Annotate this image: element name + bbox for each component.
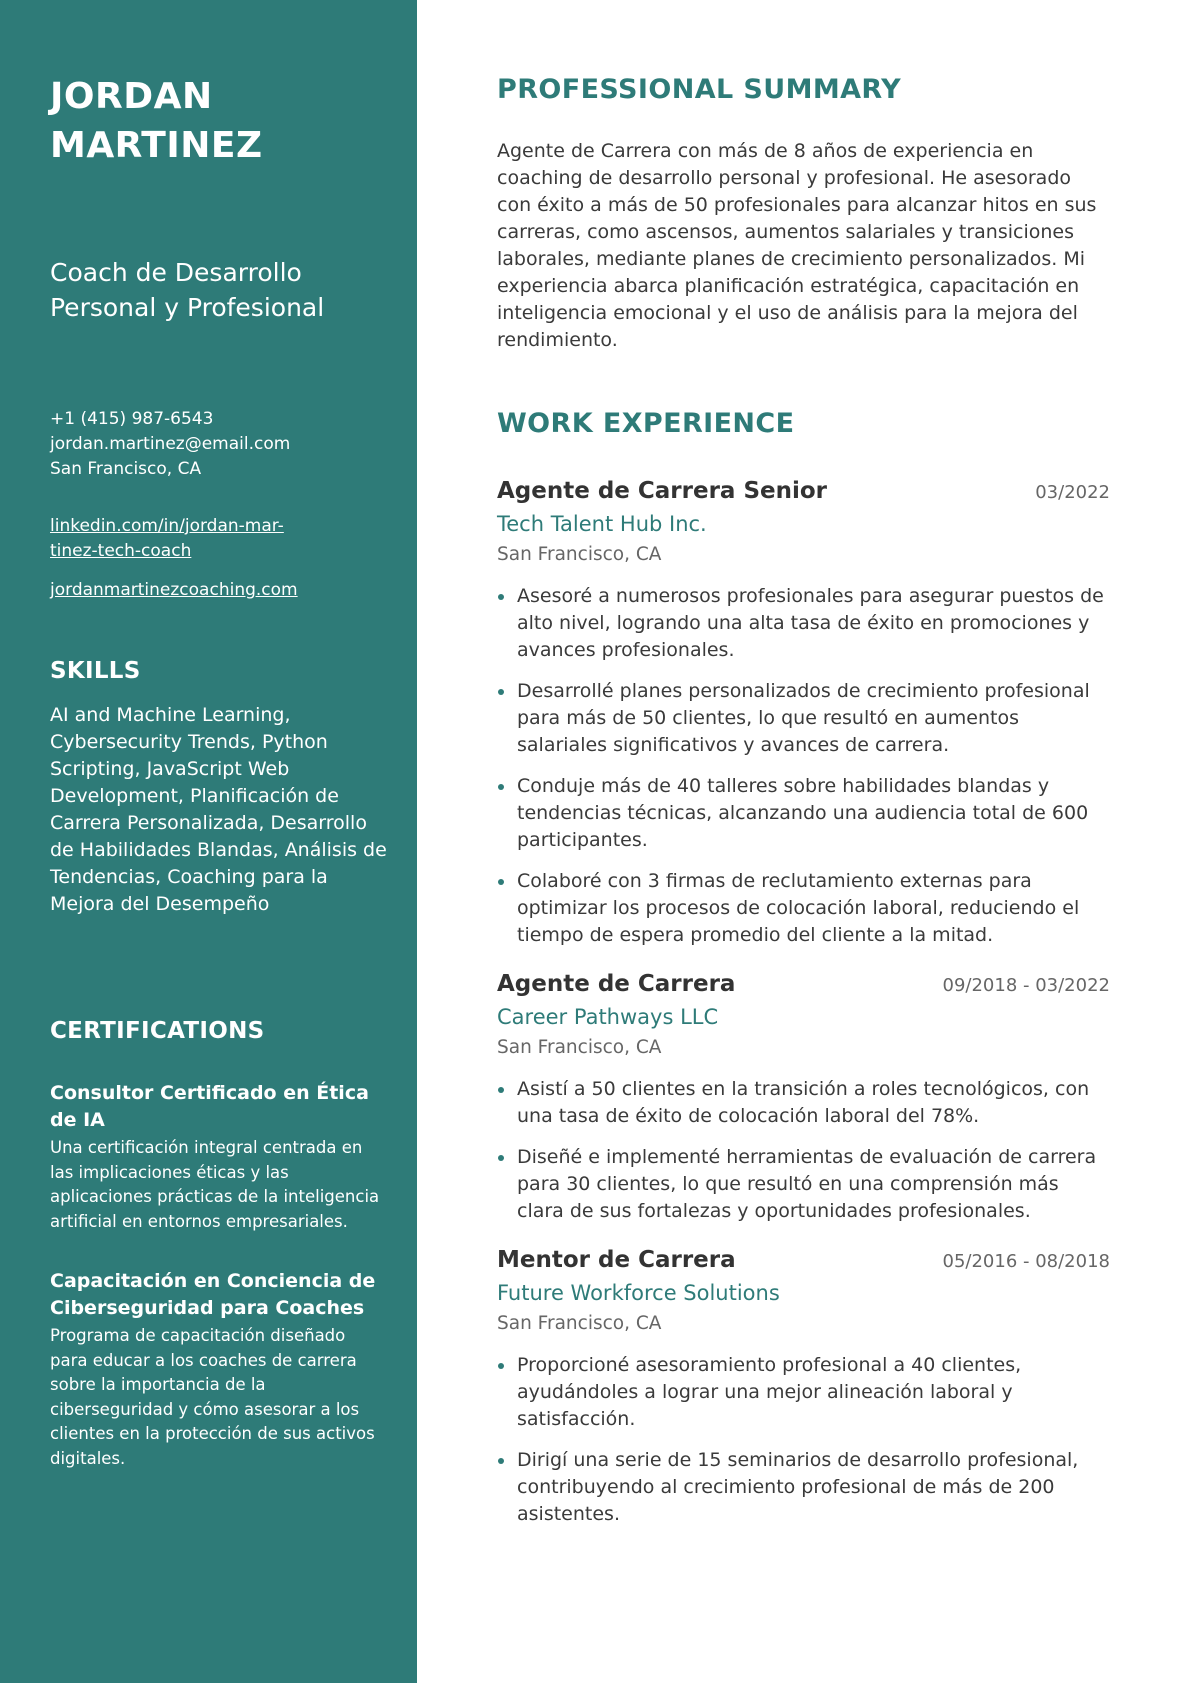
job-achievements [497, 1352, 1110, 1528]
main-content [417, 0, 1190, 1683]
work-experience-heading: WORK EXPERIENCE [497, 408, 795, 439]
achievement-item: Asesoré a numerosos profesionales para asegurar puestos de alto nivel, logrando una alta tasa de éxito en promociones y avances profesionales. [497, 583, 1110, 664]
job-header [497, 478, 1110, 504]
name-first: JORDAN [50, 76, 213, 117]
job-entry [497, 478, 1110, 949]
job-location: San Francisco, CA [497, 544, 662, 565]
achievement-item: Desarrollé planes personalizados de crecimiento profesional para más de 50 clientes, lo que resultó en aumentos salariales significativos y avances de carrera. [497, 678, 1110, 759]
job-achievements [497, 1076, 1110, 1225]
achievement-item: Colaboré con 3 firmas de reclutamiento externas para optimizar los procesos de colocación laboral, reduciendo el tiempo de espera promedio del cliente a la mitad. [497, 868, 1110, 949]
achievement-item: Conduje más de 40 talleres sobre habilidades blandas y tendencias técnicas, alcanzando una audiencia total de 600 participantes. [497, 773, 1110, 854]
linkedin-link-line-1: linkedin.com/in/jordan-mar- [50, 516, 284, 536]
email-address: jordan.martinez@email.com [50, 434, 291, 454]
job-title: Agente de Carrera Senior [497, 478, 828, 504]
job-title: Mentor de Carrera [497, 1247, 736, 1273]
phone-number: +1 (415) 987-6543 [50, 409, 214, 429]
job-header [497, 971, 1110, 997]
certification-title: Consultor Certificado en Ética de IA [50, 1082, 369, 1131]
job-location: San Francisco, CA [497, 1037, 662, 1058]
website-link[interactable]: jordanmartinezcoaching.com [50, 580, 298, 600]
linkedin-link-line-2: tinez-tech-coach [50, 541, 192, 561]
job-dates: 05/2016 - 08/2018 [942, 1251, 1110, 1272]
summary-text: Agente de Carrera con más de 8 años de experiencia en coaching de desarrollo personal y profesional. He asesorado con éxito a más de 50 profesionales para alcanzar hitos en sus carreras, como ascensos, aumentos salariales y transiciones laborales, mediante planes de crecimiento personalizados. Mi experiencia abarca planificación estratégica, capacitación en inteligencia emocional y el uso de análisis para la mejora del rendimiento. [497, 140, 1097, 351]
skills-heading: SKILLS [50, 658, 141, 684]
job-achievements [497, 583, 1110, 949]
certifications-heading: CERTIFICATIONS [50, 1018, 265, 1044]
certification-title: Capacitación en Conciencia de Ciberseguridad para Coaches [50, 1270, 376, 1319]
achievement-item: Asistí a 50 clientes en la transición a roles tecnológicos, con una tasa de éxito de colocación laboral del 78%. [497, 1076, 1110, 1130]
certification-item [50, 1080, 387, 1234]
job-dates: 03/2022 [1035, 482, 1110, 503]
certification-item [50, 1268, 387, 1471]
job-dates: 09/2018 - 03/2022 [942, 975, 1110, 996]
profile-links [50, 514, 387, 603]
linkedin-link[interactable] [50, 514, 387, 564]
company-name: Tech Talent Hub Inc. [497, 512, 707, 536]
job-entry [497, 971, 1110, 1225]
role-line-1: Coach de Desarrollo [50, 258, 302, 287]
contact-location: San Francisco, CA [50, 459, 202, 479]
company-name: Future Workforce Solutions [497, 1281, 780, 1305]
contact-info [50, 407, 387, 482]
candidate-name [50, 72, 350, 170]
job-header [497, 1247, 1110, 1273]
job-location: San Francisco, CA [497, 1313, 662, 1334]
summary-heading: PROFESSIONAL SUMMARY [497, 74, 902, 105]
certification-description: Programa de capacitación diseñado para educar a los coaches de carrera sobre la importancia de la ciberseguridad y cómo asesorar a los clientes en la protección de sus activos digitales. [50, 1326, 375, 1468]
job-title: Agente de Carrera [497, 971, 736, 997]
certification-description: Una certificación integral centrada en las implicaciones éticas y las aplicaciones prácticas de la inteligencia artificial en entornos empresariales. [50, 1138, 380, 1231]
achievement-item: Diseñé e implementé herramientas de evaluación de carrera para 30 clientes, lo que resultó en una comprensión más clara de sus fortalezas y oportunidades profesionales. [497, 1144, 1110, 1225]
achievement-item: Dirigí una serie de 15 seminarios de desarrollo profesional, contribuyendo al crecimiento profesional de más de 200 asistentes. [497, 1447, 1110, 1528]
sidebar [0, 0, 417, 1683]
role-line-2: Personal y Profesional [50, 293, 325, 322]
skills-list: AI and Machine Learning, Cybersecurity Trends, Python Scripting, JavaScript Web Development, Planificación de Carrera Personalizada, Desarrollo de Habilidades Blandas, Análisis de Tendencias, Coaching para la Mejora del Desempeño [50, 704, 387, 915]
achievement-item: Proporcioné asesoramiento profesional a 40 clientes, ayudándoles a lograr una mejor alineación laboral y satisfacción. [497, 1352, 1110, 1433]
name-last: MARTINEZ [50, 125, 263, 166]
job-role [50, 255, 387, 325]
job-entry [497, 1247, 1110, 1528]
company-name: Career Pathways LLC [497, 1005, 719, 1029]
